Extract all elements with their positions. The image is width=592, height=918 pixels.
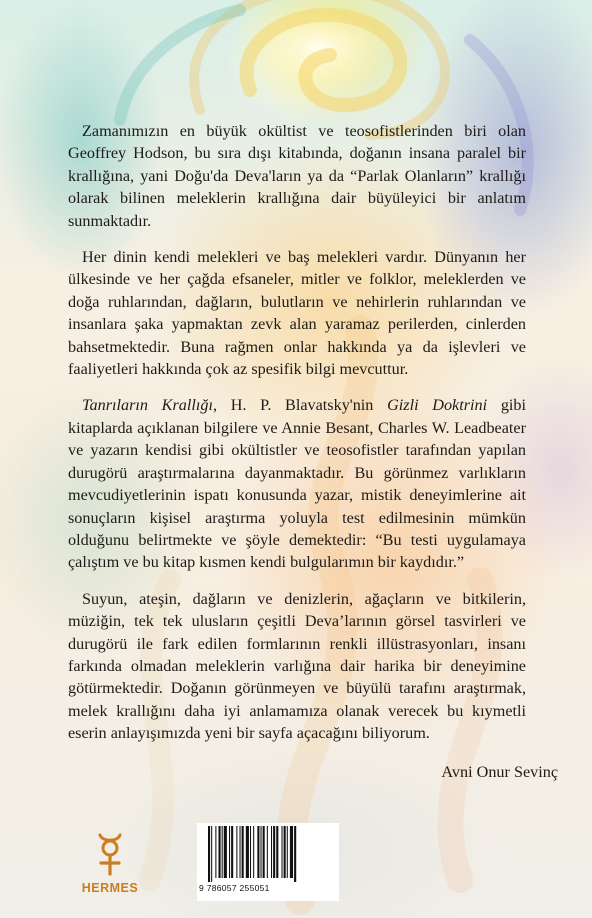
book-title: Tanrıların Krallığı	[82, 396, 213, 415]
isbn-barcode	[197, 823, 339, 901]
paragraph-3-part-b: gibi kitaplarda açıklanan bilgilere ve Annie Besant, Charles W. Leadbeater ve yazarın kendisi gibi okültistler ve teosofistler tarafından yapılan durugörü araştırmalarına dayanmaktadır. Bu görünmez varlıkların mevcudiyetlerinin ispatı konusunda yazar, mistik deneyimlerine ait sonuçların kişisel araştırma yoluyla test edilmesinin mümkün olduğunu belirtmekte ve şöyle demektedir: “Bu testi uygulamaya çalıştım ve bu kitap kısmen kendi bulgularımın bir kaydıdır.”	[68, 396, 526, 572]
paragraph-4: Suyun, ateşin, dağların ve denizlerin, ağaçların ve bitkilerin, müziğin, tek tek ulusların çeşitli Deva’larının görsel tasvirleri ve durugörü ile fark edilen formlarının renkli illüstrasyonları, insanı farkında olmadan meleklerin varlığına dair harika bir deneyimine götürmektedir. Doğanın görünmeyen ve büyülü tarafını araştırmak, melek krallığını daha iyi anlamamıza olanak verecek bu kıymetli eserin anlayışımızda yeni bir sayfa açacağını biliyorum.	[68, 589, 526, 743]
publisher-name: HERMES	[81, 881, 139, 895]
barcode-bar	[271, 826, 272, 878]
barcode-bar	[215, 826, 216, 878]
barcode-bar	[219, 826, 221, 878]
barcode-bars	[200, 826, 336, 882]
blurb-text	[68, 120, 526, 759]
barcode-bar	[240, 826, 241, 878]
barcode-bar	[287, 826, 288, 878]
barcode-bar	[246, 826, 249, 878]
barcode-bar	[276, 826, 278, 878]
paragraph-1: Zamanımızın en büyük okültist ve teosofistlerinden biri olan Geoffrey Hodson, bu sıra dışı kitabında, doğanın insana paralel bir krallığına, yani Doğu'da Deva'ların ya da “Parlak Olanların” krallığı olarak bilinen meleklerin krallığına dair büyüleyici bir anlatım sunmaktadır.	[68, 122, 526, 230]
barcode-bar	[250, 826, 251, 878]
paragraph-2: Her dinin kendi melekleri ve baş melekleri vardır. Dünyanın her ülkesinde ve her çağda efsaneler, mitler ve folklor, meleklerden ve doğa ruhlarından, dağların, bulutların ve nehirlerin ruhlarından ve insanlara şaka yapmaktan zevk alan yaramaz perilerden, cinlerden bahsetmektedir. Buna rağmen onlar hakkında ya da işlevleri ve faaliyetleri hakkında çok az spesifik bilgi mevcuttur.	[68, 248, 526, 379]
barcode-bar	[208, 826, 210, 882]
barcode-bar	[236, 826, 237, 878]
barcode-bar	[284, 826, 286, 878]
paragraph-3-part-a: , H. P. Blavatsky'nin	[212, 396, 388, 415]
barcode-bar	[211, 826, 212, 882]
referenced-book-title: Gizli Doktrini	[387, 396, 488, 415]
barcode-bar	[294, 826, 296, 882]
barcode-bar	[263, 826, 265, 878]
hermes-symbol-icon	[90, 832, 130, 876]
paragraph-3	[68, 394, 526, 573]
barcode-bar	[267, 826, 268, 878]
barcode-bar	[261, 826, 262, 878]
barcode-bar	[257, 826, 259, 878]
barcode-bar	[242, 826, 244, 878]
barcode-bar	[282, 826, 283, 878]
barcode-bar	[273, 826, 275, 878]
barcode-bar	[222, 826, 223, 878]
barcode-bar	[229, 826, 230, 878]
barcode-bar	[290, 826, 293, 878]
barcode-bar	[253, 826, 254, 878]
barcode-bar	[231, 826, 233, 878]
isbn-number: 9 786057 255051	[199, 883, 270, 893]
publisher-logo	[74, 832, 146, 895]
barcode-bar	[224, 826, 227, 878]
signature: Avni Onur Sevinç	[441, 763, 558, 781]
